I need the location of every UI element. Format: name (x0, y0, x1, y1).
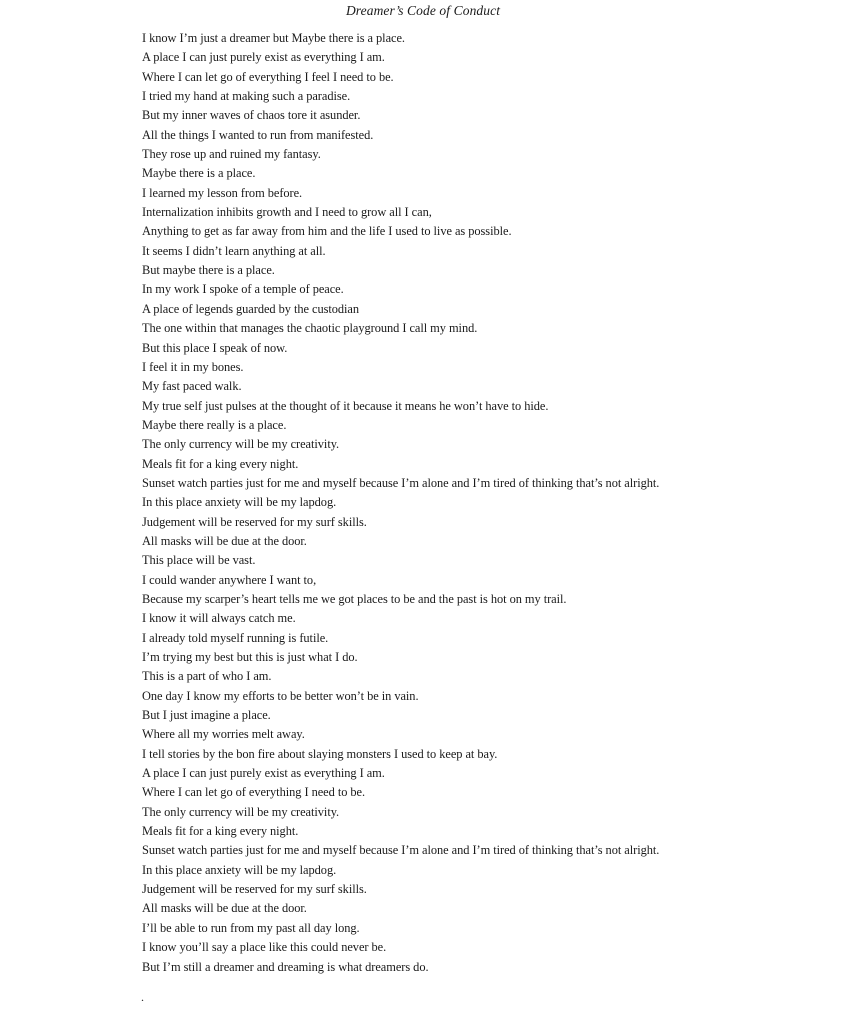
poem-line: The only currency will be my creativity. (142, 437, 340, 452)
poem-line: All masks will be due at the door. (142, 901, 307, 916)
poem-line: But this place I speak of now. (142, 340, 288, 355)
poem-line: But I’m still a dreamer and dreaming is what dreamers do. (142, 959, 429, 974)
poem-line: This place will be vast. (142, 553, 256, 568)
poem-line: I tell stories by the bon fire about slaying monsters I used to keep at bay. (142, 746, 498, 761)
poem-line: I learned my lesson from before. (142, 185, 303, 200)
poem-line: Sunset watch parties just for me and myself because I’m alone and I’m tired of thinking that’s not alright. (142, 843, 660, 858)
poem-line: I already told myself running is futile. (142, 630, 329, 645)
poem-line: My true self just pulses at the thought of it because it means he won’t have to hide. (142, 398, 549, 413)
poem-line: I’m trying my best but this is just what I do. (142, 650, 358, 664)
poem-line: In this place anxiety will be my lapdog. (142, 495, 337, 510)
poem-line: This is a part of who I am. (142, 669, 272, 684)
poem-line: My fast paced walk. (142, 379, 242, 394)
poem-line: One day I know my efforts to be better won’t be in vain. (142, 688, 419, 703)
poem-body (142, 29, 659, 977)
poem-line: In my work I spoke of a temple of peace. (142, 282, 344, 297)
poem-line: They rose up and ruined my fantasy. (142, 147, 321, 162)
poem-line: Where all my worries melt away. (142, 727, 305, 742)
poem-line: Judgement will be reserved for my surf skills. (142, 882, 367, 897)
poem-line: A place of legends guarded by the custodian (142, 301, 360, 316)
poem-line: The one within that manages the chaotic playground I call my mind. (142, 321, 478, 336)
poem-line: Anything to get as far away from him and the life I used to live as possible. (142, 224, 512, 239)
poem-title: Dreamer’s Code of Conduct (345, 3, 501, 18)
poem-line: I feel it in my bones. (142, 359, 244, 374)
poem-line: I could wander anywhere I want to, (142, 572, 317, 587)
poem-line: Maybe there really is a place. (142, 417, 287, 432)
poem-line: Maybe there is a place. (142, 166, 256, 181)
end-mark: . (141, 990, 144, 1004)
poem-line: Sunset watch parties just for me and myself because I’m alone and I’m tired of thinking that’s not alright. (142, 475, 660, 490)
poem-line: But my inner waves of chaos tore it asunder. (142, 108, 361, 123)
poem-line: In this place anxiety will be my lapdog. (142, 862, 337, 877)
poem-line: A place I can just purely exist as everything I am. (142, 766, 385, 781)
poem-line: All the things I wanted to run from manifested. (142, 127, 374, 142)
poem-line: But I just imagine a place. (142, 708, 271, 723)
poem-line: I know I’m just a dreamer but Maybe there is a place. (142, 31, 405, 45)
poem-line: All masks will be due at the door. (142, 533, 307, 548)
poem-line: Judgement will be reserved for my surf skills. (142, 514, 367, 529)
poem-line: The only currency will be my creativity. (142, 804, 340, 819)
poem-line: I know you’ll say a place like this could never be. (142, 940, 387, 955)
poem-line: But maybe there is a place. (142, 263, 275, 278)
poem-line: I tried my hand at making such a paradise. (142, 89, 351, 104)
poem-line: It seems I didn’t learn anything at all. (142, 243, 326, 258)
poem-line: Meals fit for a king every night. (142, 824, 299, 839)
poem-line: Internalization inhibits growth and I need to grow all I can, (142, 205, 432, 220)
poem-line: Meals fit for a king every night. (142, 456, 299, 471)
poem-line: I’ll be able to run from my past all day long. (142, 920, 360, 935)
poem-line: A place I can just purely exist as everything I am. (142, 50, 385, 65)
poem-line: Because my scarper’s heart tells me we got places to be and the past is hot on my trail. (142, 591, 567, 606)
poem-line: Where I can let go of everything I feel I need to be. (142, 69, 394, 84)
poem-line: I know it will always catch me. (142, 611, 296, 626)
poem-line: Where I can let go of everything I need to be. (142, 785, 366, 800)
